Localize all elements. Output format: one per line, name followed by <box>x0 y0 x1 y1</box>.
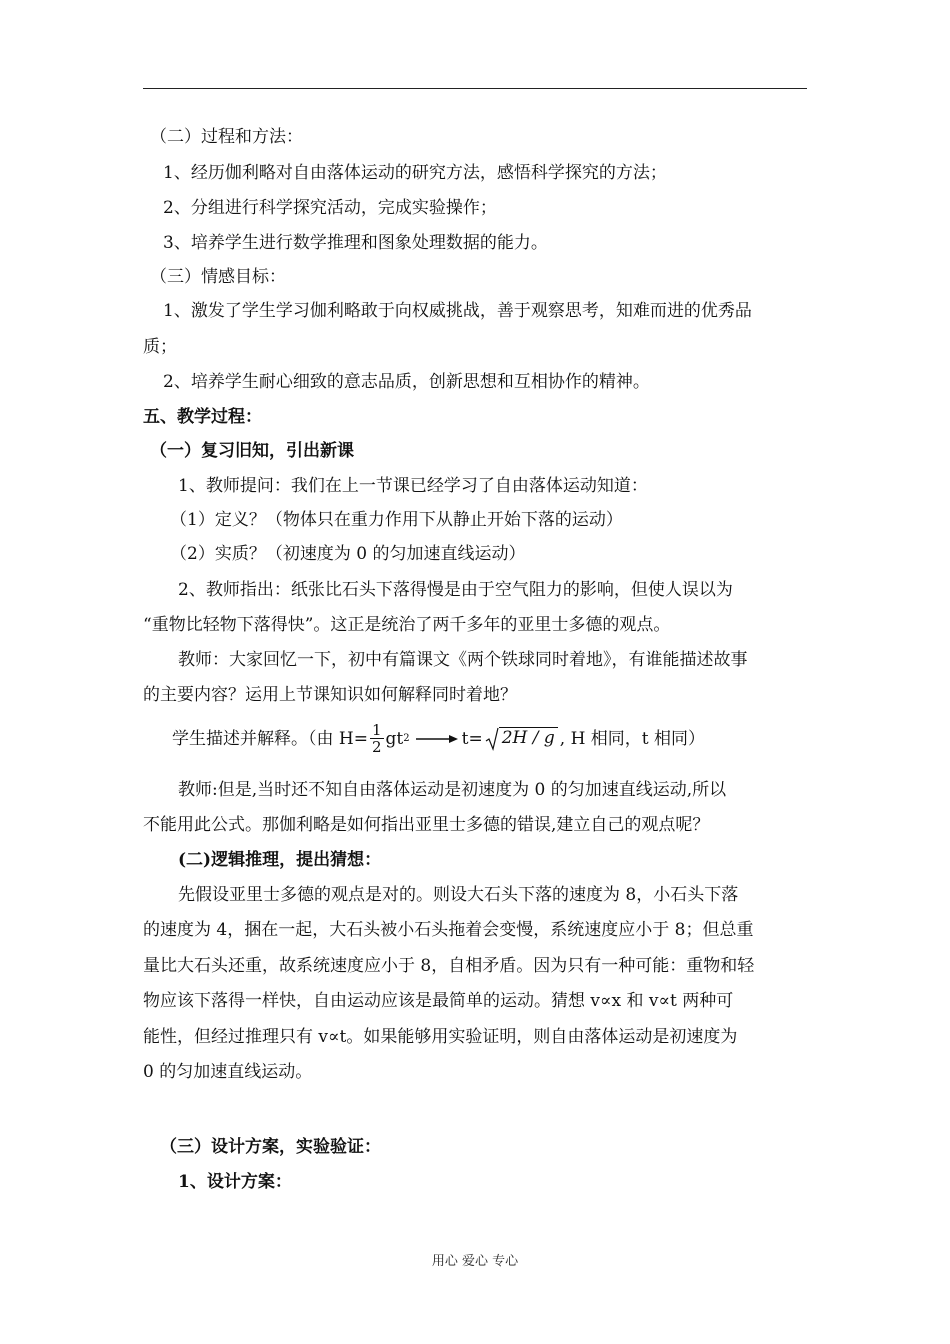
text-line: 0 的匀加速直线运动。 <box>143 1062 313 1082</box>
text-line: （2）实质？（初速度为 0 的匀加速直线运动） <box>170 544 526 564</box>
text-line: “重物比轻物下落得快”。这正是统治了两千多年的亚里士多德的观点。 <box>143 615 671 635</box>
fraction-denominator: 2 <box>371 738 382 756</box>
formula-t-equals: t= <box>461 728 483 749</box>
formula-prefix: 学生描述并解释。（由 H= <box>172 728 368 749</box>
text-line: 1、教师提问：我们在上一节课已经学习了自由落体运动知道： <box>178 476 648 496</box>
text-line: 1、激发了学生学习伽利略敢于向权威挑战，善于观察思考，知难而进的优秀品 <box>163 301 752 321</box>
formula-exponent: 2 <box>403 732 410 744</box>
text-line: 1、经历伽利略对自由落体运动的研究方法，感悟科学探究的方法； <box>163 163 667 183</box>
section-heading-teaching-process: 五、教学过程： <box>143 407 262 427</box>
square-root <box>485 727 558 751</box>
text-line: 教师：大家回忆一下，初中有篇课文《两个铁球同时着地》，有谁能描述故事 <box>178 650 748 670</box>
text-line: 的主要内容？运用上节课知识如何解释同时着地？ <box>143 685 517 705</box>
heading-process-methods: （二）过程和方法： <box>150 127 303 147</box>
text-line: 2、培养学生耐心细致的意志品质，创新思想和互相协作的精神。 <box>163 372 650 392</box>
text-line: 物应该下落得一样快，自由运动应该是最简单的运动。猜想 v∝x 和 v∝t 两种可 <box>143 991 734 1011</box>
fraction <box>370 722 384 755</box>
text-line: 3、培养学生进行数学推理和图象处理数据的能力。 <box>163 233 548 253</box>
text-line: 的速度为 4，捆在一起，大石头被小石头拖着会变慢，系统速度应小于 8；但总重 <box>143 920 754 940</box>
subsection-heading-design: （三）设计方案，实验验证： <box>160 1137 381 1157</box>
radicand: 2H / g <box>499 727 558 751</box>
formula-suffix: , H 相同，t 相同） <box>559 728 706 749</box>
text-line: 能性，但经过推理只有 v∝t。如果能够用实验证明，则自由落体运动是初速度为 <box>143 1027 738 1047</box>
text-line: 先假设亚里士多德的观点是对的。则设大石头下落的速度为 8，小石头下落 <box>178 885 739 905</box>
subsection-heading-logic: (二)逻辑推理，提出猜想： <box>178 850 382 870</box>
text-line: 量比大石头还重，故系统速度应小于 8，自相矛盾。因为只有一种可能：重物和轻 <box>143 956 755 976</box>
subsection-heading-review: （一）复习旧知，引出新课 <box>150 441 354 461</box>
header-rule <box>143 88 807 89</box>
text-line: 不能用此公式。那伽利略是如何指出亚里士多德的错误,建立自己的观点呢？ <box>143 815 710 835</box>
text-line: 2、教师指出：纸张比石头下落得慢是由于空气阻力的影响，但使人误以为 <box>178 580 733 600</box>
heading-emotion-goals: （三）情感目标： <box>150 267 286 287</box>
subsection-heading-design-plan: 1、设计方案： <box>178 1172 292 1192</box>
text-line: 质； <box>143 337 177 357</box>
formula-line <box>172 722 705 755</box>
formula-gt: gt <box>385 728 404 749</box>
text-line: 教师:但是,当时还不知自由落体运动是初速度为 0 的匀加速直线运动,所以 <box>178 780 727 800</box>
fraction-numerator: 1 <box>371 721 382 739</box>
page-footer: 用心 爱心 专心 <box>431 1254 519 1269</box>
radical-sign-icon <box>485 727 499 751</box>
arrow-right-icon <box>414 733 458 745</box>
text-line: 2、分组进行科学探究活动，完成实验操作； <box>163 198 497 218</box>
text-line: （1）定义？（物体只在重力作用下从静止开始下落的运动） <box>170 510 623 530</box>
